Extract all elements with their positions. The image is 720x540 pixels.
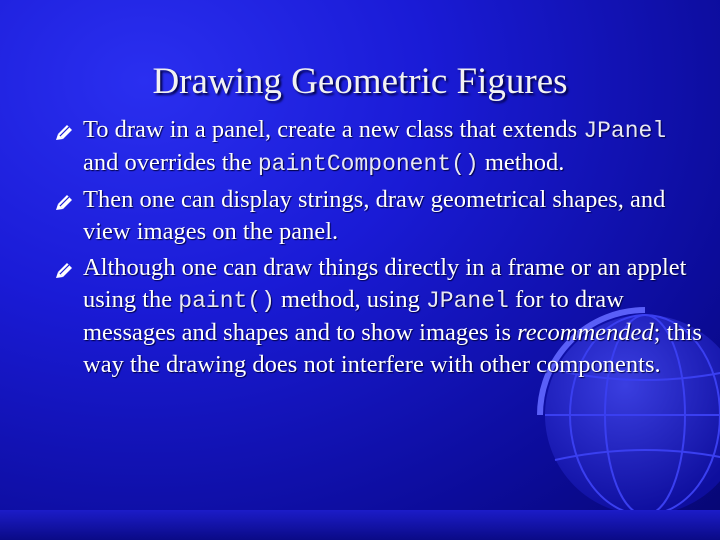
slide-title: Drawing Geometric Figures — [152, 61, 568, 102]
bullet-text-2: Then one can display strings, draw geometrical shapes, and view images on the panel. — [83, 186, 666, 245]
bullet-text-1c: method. — [478, 149, 565, 176]
bullet-text-3c: for to draw messages and shapes and to show images is — [83, 286, 624, 346]
bullet-text-1a: To draw in a panel, create a new class that extends — [83, 116, 584, 143]
bullet-list — [56, 114, 706, 385]
bullet-text-3a: Although one can draw things directly in a frame or an applet using the — [83, 254, 687, 313]
pen-nib-icon — [56, 259, 76, 279]
pen-nib-icon — [56, 121, 76, 141]
bullet-item — [56, 114, 706, 180]
code-jpanel: JPanel — [426, 288, 509, 314]
footer-bar — [0, 510, 720, 540]
bullet-item — [56, 252, 706, 381]
bullet-text-3b: method, using — [274, 286, 426, 313]
bullet-text-1b: and overrides the — [83, 149, 258, 176]
pen-nib-icon — [56, 191, 76, 211]
bullet-item — [56, 184, 706, 248]
code-jpanel: JPanel — [583, 118, 667, 144]
code-paint: paint() — [178, 288, 275, 314]
emphasis-recommended: recommended — [517, 319, 654, 346]
bullet-text-3d: ; this way the drawing does not interfere with other components. — [83, 319, 702, 378]
code-paintcomponent: paintComponent() — [257, 151, 479, 177]
